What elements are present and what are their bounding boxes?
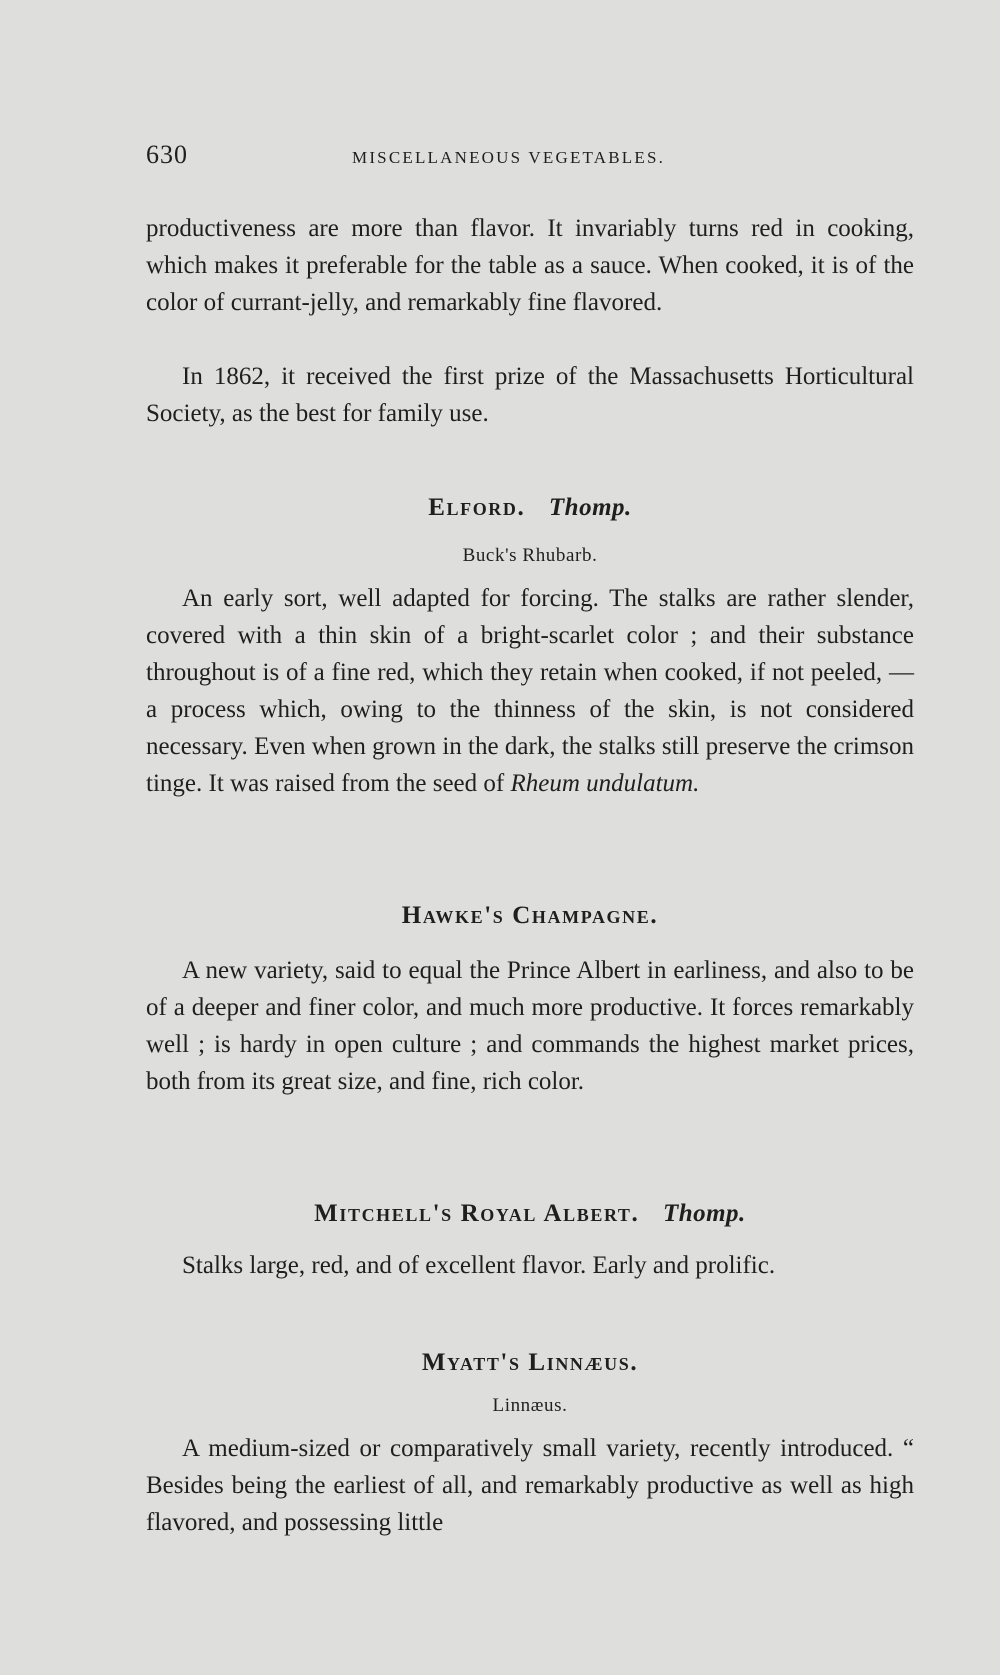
prize-paragraph: In 1862, it received the first prize of the Massachusetts Horticultural Society, as the best for family use.: [146, 363, 914, 427]
entry-heading-myatts-linnaeus: Myatt's Linnæus.: [421, 1349, 639, 1376]
entry-description-mitchells-royal-albert: Stalks large, red, and of excellent flavor. Early and prolific.: [182, 1252, 776, 1279]
entry-author: Thomp.: [548, 494, 632, 521]
entry-heading-mitchells-royal-albert: [146, 1200, 914, 1228]
entry-author: Thomp.: [662, 1200, 746, 1227]
entry-synonym-elford: Buck's Rhubarb.: [462, 545, 598, 566]
entry-description-myatts-linnaeus: A medium-sized or comparatively small variety, recently introduced. “ Besides being the earliest of all, and remarkably productive as well as high flavored, and possessing little: [146, 1435, 914, 1536]
entry-description-elford: [146, 580, 914, 802]
running-head: [146, 140, 914, 174]
page-number: 630: [146, 140, 188, 169]
entry-description-text: An early sort, well adapted for forcing. The stalks are rather slender, covered with a thin skin of a bright-scarlet color ; and their substance throughout is of a fine red, which they retain when cooked, if not peeled, — a process which, owing to the thinness of the skin, is not considered necessary. Even when grown in the dark, the stalks still preserve the crimson tinge. It was raised from the seed of: [146, 585, 914, 797]
latin-name: Rheum undulatum.: [510, 770, 700, 797]
entry-heading-elford: [146, 494, 914, 522]
continued-paragraph: productiveness are more than flavor. It invariably turns red in cooking, which makes it preferable for the table as a sauce. When cooked, it is of the color of currant-jelly, and remarkably fine flavored.: [146, 215, 914, 316]
entry-heading-hawkes-champagne: Hawke's Champagne.: [401, 902, 659, 929]
entry-description-hawkes-champagne: A new variety, said to equal the Prince Albert in earliness, and also to be of a deeper and finer color, and much more productive. It forces remarkably well ; is hardy in open culture ; and commands the highest market prices, both from its great size, and fine, rich color.: [146, 957, 914, 1095]
entry-name: Mitchell's Royal Albert.: [314, 1200, 640, 1227]
entry-synonym-myatts-linnaeus: Linnæus.: [492, 1395, 568, 1416]
running-title: MISCELLANEOUS VEGETABLES.: [352, 148, 666, 167]
entry-name: Elford.: [428, 494, 526, 521]
